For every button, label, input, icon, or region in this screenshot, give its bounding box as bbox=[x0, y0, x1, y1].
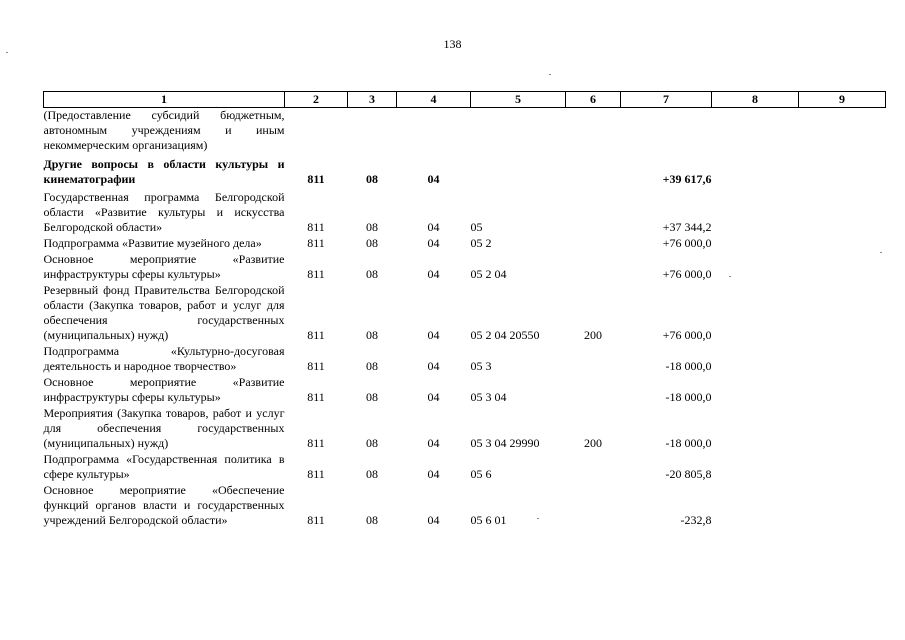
table-row bbox=[44, 235, 886, 251]
row-name-cell: Основное мероприятие «Обеспечение функций органов власти и государственных учреждений Белгородской области» bbox=[43, 483, 285, 527]
kbk-ministry-cell: 811 bbox=[307, 220, 325, 234]
kbk-ministry-cell: 811 bbox=[307, 172, 325, 186]
kbk-subsection-cell: 04 bbox=[427, 328, 440, 342]
target-article-cell: 05 6 bbox=[470, 467, 492, 481]
kbk-subsection-cell: 04 bbox=[427, 513, 440, 527]
column-header-1: 1 bbox=[44, 92, 285, 108]
kbk-subsection-cell: 04 bbox=[427, 172, 440, 186]
expense-type-cell bbox=[566, 235, 621, 251]
empty-cell-8 bbox=[712, 153, 799, 187]
empty-cell-9 bbox=[799, 251, 886, 282]
expense-type-cell bbox=[566, 343, 621, 374]
scan-speck bbox=[549, 74, 551, 75]
scan-speck bbox=[729, 276, 731, 277]
column-header-6: 6 bbox=[566, 92, 621, 108]
expense-type-cell: 200 bbox=[584, 328, 602, 342]
row-name-cell: Государственная программа Белгородской области «Развитие культуры и искусства Белгородской области» bbox=[43, 190, 285, 234]
empty-cell-9 bbox=[799, 405, 886, 451]
empty-cell-9 bbox=[799, 374, 886, 405]
row-name-cell: Подпрограмма «Развитие музейного дела» bbox=[43, 236, 262, 250]
row-name-cell: Подпрограмма «Государственная политика в сфере культуры» bbox=[43, 452, 285, 481]
kbk-ministry-cell: 811 bbox=[307, 390, 325, 404]
amount-cell: +37 344,2 bbox=[662, 220, 712, 234]
expense-type-cell bbox=[566, 153, 621, 187]
amount-cell: +76 000,0 bbox=[662, 236, 712, 250]
expense-type-cell: 200 bbox=[584, 436, 602, 450]
row-name-cell: Подпрограмма «Культурно-досуговая деятельность и народное творчество» bbox=[43, 344, 285, 373]
kbk-subsection-cell bbox=[397, 108, 471, 154]
target-article-cell bbox=[471, 108, 566, 154]
column-header-4: 4 bbox=[397, 92, 471, 108]
kbk-subsection-cell: 04 bbox=[427, 220, 440, 234]
target-article-cell: 05 3 04 29990 bbox=[470, 436, 540, 450]
kbk-subsection-cell: 04 bbox=[427, 267, 440, 281]
target-article-cell: 05 bbox=[470, 220, 483, 234]
expense-type-cell bbox=[566, 108, 621, 154]
column-header-9: 9 bbox=[799, 92, 886, 108]
row-name-cell: Другие вопросы в области культуры и кинематографии bbox=[43, 157, 285, 186]
kbk-ministry-cell: 811 bbox=[307, 436, 325, 450]
amount-cell: -18 000,0 bbox=[665, 390, 712, 404]
kbk-ministry-cell: 811 bbox=[307, 513, 325, 527]
table-row bbox=[44, 374, 886, 405]
empty-cell-9 bbox=[799, 235, 886, 251]
table-row bbox=[44, 282, 886, 343]
column-header-3: 3 bbox=[348, 92, 397, 108]
kbk-ministry-cell: 811 bbox=[307, 467, 325, 481]
amount-cell: -232,8 bbox=[680, 513, 712, 527]
column-header-8: 8 bbox=[712, 92, 799, 108]
kbk-section-cell: 08 bbox=[366, 467, 378, 481]
empty-cell-9 bbox=[799, 282, 886, 343]
kbk-section-cell: 08 bbox=[366, 436, 378, 450]
kbk-subsection-cell: 04 bbox=[427, 436, 440, 450]
empty-cell-8 bbox=[712, 482, 799, 528]
table-row bbox=[44, 187, 886, 235]
row-name-cell: (Предоставление субсидий бюджетным, автономным учреждениям и иным некоммерческим организациям) bbox=[43, 108, 285, 152]
kbk-section-cell: 08 bbox=[366, 267, 378, 281]
empty-cell-8 bbox=[712, 108, 799, 154]
empty-cell-8 bbox=[712, 251, 799, 282]
scan-speck bbox=[537, 518, 539, 519]
table-row bbox=[44, 251, 886, 282]
kbk-section-cell bbox=[348, 108, 397, 154]
target-article-cell bbox=[471, 153, 566, 187]
row-name-cell: Основное мероприятие «Развитие инфраструктуры сферы культуры» bbox=[43, 252, 285, 281]
kbk-section-cell: 08 bbox=[366, 220, 378, 234]
kbk-subsection-cell: 04 bbox=[427, 390, 440, 404]
table-row bbox=[44, 482, 886, 528]
expense-type-cell bbox=[566, 374, 621, 405]
column-header-7: 7 bbox=[621, 92, 712, 108]
amount-cell: +76 000,0 bbox=[662, 328, 712, 342]
kbk-ministry-cell: 811 bbox=[307, 267, 325, 281]
empty-cell-9 bbox=[799, 153, 886, 187]
budget-table bbox=[43, 91, 886, 528]
row-name-cell: Мероприятия (Закупка товаров, работ и услуг для обеспечения государственных (муниципальных) нужд) bbox=[43, 406, 285, 450]
kbk-ministry-cell bbox=[285, 108, 348, 154]
kbk-ministry-cell: 811 bbox=[307, 359, 325, 373]
table-row bbox=[44, 343, 886, 374]
page-number: 138 bbox=[443, 37, 462, 51]
column-header-5: 5 bbox=[471, 92, 566, 108]
target-article-cell: 05 6 01 bbox=[470, 513, 507, 527]
target-article-cell: 05 2 04 bbox=[470, 267, 507, 281]
amount-cell: -18 000,0 bbox=[665, 359, 712, 373]
kbk-section-cell: 08 bbox=[366, 513, 378, 527]
target-article-cell: 05 2 04 20550 bbox=[470, 328, 540, 342]
table-row bbox=[44, 153, 886, 187]
empty-cell-9 bbox=[799, 343, 886, 374]
kbk-ministry-cell: 811 bbox=[307, 328, 325, 342]
empty-cell-8 bbox=[712, 405, 799, 451]
row-name-cell: Основное мероприятие «Развитие инфраструктуры сферы культуры» bbox=[43, 375, 285, 404]
expense-type-cell bbox=[566, 251, 621, 282]
scan-speck bbox=[6, 52, 8, 53]
kbk-section-cell: 08 bbox=[366, 236, 378, 250]
target-article-cell: 05 3 04 bbox=[470, 390, 507, 404]
row-name-cell: Резервный фонд Правительства Белгородской области (Закупка товаров, работ и услуг для обеспечения государственных (муниципальных) нужд) bbox=[43, 283, 285, 342]
amount-cell bbox=[621, 108, 712, 154]
kbk-section-cell: 08 bbox=[366, 359, 378, 373]
kbk-section-cell: 08 bbox=[366, 328, 378, 342]
empty-cell-8 bbox=[712, 187, 799, 235]
column-header-2: 2 bbox=[285, 92, 348, 108]
kbk-subsection-cell: 04 bbox=[427, 236, 440, 250]
empty-cell-8 bbox=[712, 451, 799, 482]
empty-cell-9 bbox=[799, 451, 886, 482]
table-row bbox=[44, 451, 886, 482]
kbk-section-cell: 08 bbox=[366, 390, 378, 404]
expense-type-cell bbox=[566, 451, 621, 482]
empty-cell-8 bbox=[712, 235, 799, 251]
empty-cell-9 bbox=[799, 482, 886, 528]
scan-speck bbox=[880, 252, 882, 253]
empty-cell-9 bbox=[799, 108, 886, 154]
header-row bbox=[44, 92, 886, 108]
table-row bbox=[44, 108, 886, 154]
table-row bbox=[44, 405, 886, 451]
empty-cell-8 bbox=[712, 282, 799, 343]
amount-cell: -20 805,8 bbox=[665, 467, 712, 481]
target-article-cell: 05 2 bbox=[470, 236, 492, 250]
expense-type-cell bbox=[566, 187, 621, 235]
kbk-subsection-cell: 04 bbox=[427, 467, 440, 481]
amount-cell: +39 617,6 bbox=[662, 172, 712, 186]
kbk-section-cell: 08 bbox=[366, 172, 378, 186]
amount-cell: -18 000,0 bbox=[665, 436, 712, 450]
empty-cell-9 bbox=[799, 187, 886, 235]
empty-cell-8 bbox=[712, 374, 799, 405]
expense-type-cell bbox=[566, 482, 621, 528]
kbk-subsection-cell: 04 bbox=[427, 359, 440, 373]
empty-cell-8 bbox=[712, 343, 799, 374]
amount-cell: +76 000,0 bbox=[662, 267, 712, 281]
target-article-cell: 05 3 bbox=[470, 359, 492, 373]
kbk-ministry-cell: 811 bbox=[307, 236, 325, 250]
